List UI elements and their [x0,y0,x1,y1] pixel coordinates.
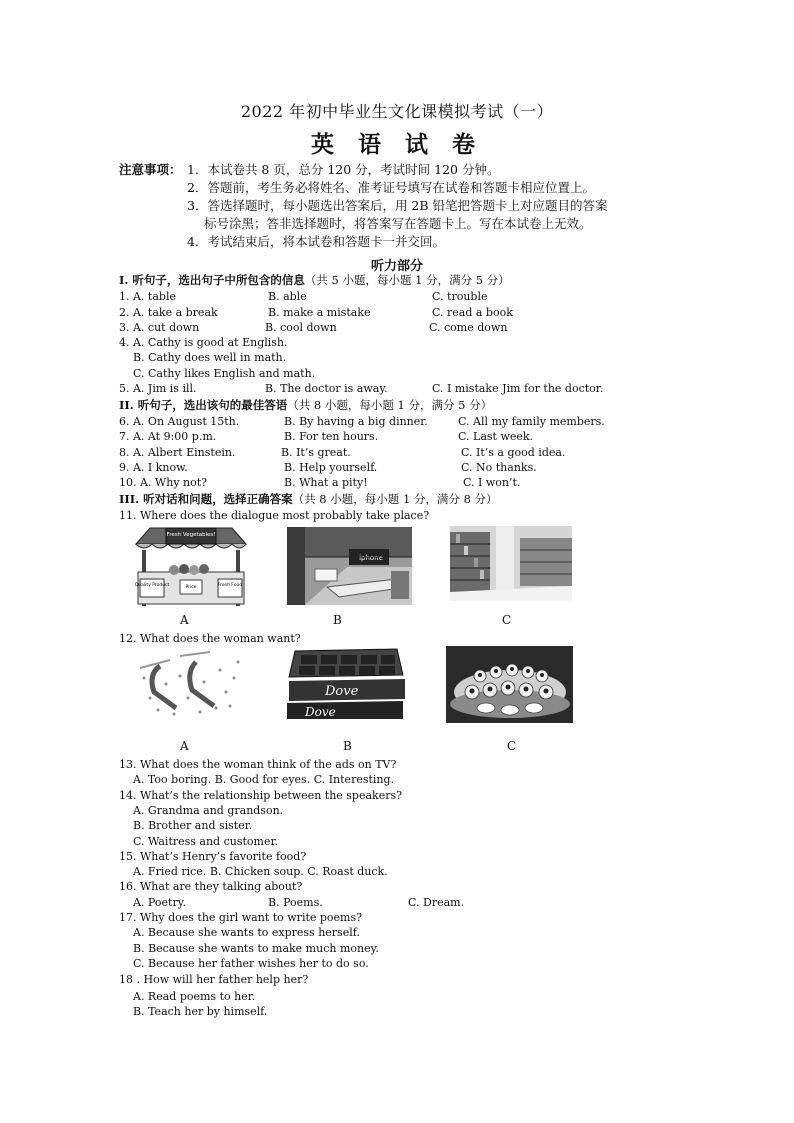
section-1-heading-rest: （共 5 小题，每小题 1 分，满分 5 分） [304,273,510,287]
section-1-heading [119,273,510,287]
q13-options: A. Too boring. B. Good for eyes. C. Interesting. [133,773,395,786]
q2-option-c: C. read a book [432,306,513,319]
exam-subtitle: 2022 年初中毕业生文化课模拟考试（一） [240,102,554,121]
section-2-heading [119,398,492,412]
fresh-vegetables-sign: Fresh Vegetables! [166,532,216,538]
q7-option-b: B. For ten hours. [284,430,379,443]
q17-option-c: C. Because her father wishes her to do so. [133,957,369,970]
q17-question: 17. Why does the girl want to write poems? [119,911,363,924]
q12-image-c-cupcakes [446,646,573,723]
q14-option-b: B. Brother and sister. [133,819,253,832]
q18-option-a: A. Read poems to her. [133,990,256,1003]
q16-question: 16. What are they talking about? [119,880,303,893]
q15-question: 15. What’s Henry’s favorite food? [119,850,307,863]
dove-logo-2: Dove [305,705,336,719]
price-sign: Price [185,585,197,590]
notice-item-3a: 3．答选择题时，每小题选出答案后，用 2B 铅笔把答题卡上对应题目的答案 [187,198,608,213]
q17-option-a: A. Because she wants to express herself. [133,926,360,939]
listening-part-title: 听力部分 [370,259,423,274]
notice-item-2: 2．答题前，考生务必将姓名、准考证号填写在试卷和答题卡相应位置上。 [187,180,595,195]
section-1-heading-bold: I. 听句子，选出句子中所包含的信息 [119,273,305,287]
q1-option-c: C. trouble [432,290,488,303]
notice-item-3b: 标号涂黑；答非选择题时，将答案写在答题卡上。写在本试卷上无效。 [204,216,592,231]
q14-option-a: A. Grandma and grandson. [133,804,284,817]
q9-option-b: B. Help yourself. [284,461,378,474]
section-3-heading [119,492,498,506]
q10-option-b: B. What a pity! [284,476,368,489]
q18-question: 18 . How will her father help her? [119,973,309,986]
quality-product-sign: Quality Product [134,583,170,588]
q14-option-c: C. Waitress and customer. [133,835,279,848]
q4-option-b: B. Cathy does well in math. [133,351,287,364]
q12-image-a-dotted-item [130,648,245,720]
q6-option-c: C. All my family members. [458,415,605,428]
q7-option-a: 7. A. At 9:00 p.m. [119,430,217,443]
section-3-heading-rest: （共 8 小题，每小题 1 分，满分 8 分） [292,492,498,506]
q16-option-a: A. Poetry. [133,896,186,909]
q11-label-a: A [180,613,189,627]
q3-option-b: B. cool down [265,321,337,334]
q12-label-a: A [180,739,189,753]
q8-option-c: C. It’s a good idea. [461,446,566,459]
q4-option-c: C. Cathy likes English and math. [133,367,316,380]
q14-question: 14. What’s the relationship between the speakers? [119,789,403,802]
section-3-heading-bold: III. 听对话和问题，选择正确答案 [119,492,293,506]
exam-title: 英 语 试 卷 [310,131,484,158]
notice-item-4: 4．考试结束后，将本试卷和答题卡一并交回。 [187,234,445,249]
q5-option-b: B. The doctor is away. [265,382,388,395]
q3-option-a: 3. A. cut down [119,321,200,334]
q11-image-a-market-stall [130,524,252,608]
q1-option-a: 1. A. table [119,290,176,303]
q9-option-a: 9. A. I know. [119,461,188,474]
dove-logo-1: Dove [325,684,359,699]
iphone-sign: iphone [359,554,383,562]
q16-option-c: C. Dream. [408,896,465,909]
q7-option-c: C. Last week. [458,430,534,443]
q12-question: 12. What does the woman want? [119,632,301,645]
q12-label-c: C [507,739,517,753]
q11-label-b: B [333,613,342,627]
q5-option-a: 5. A. Jim is ill. [119,382,197,395]
notice-label: 注意事项： [119,162,182,177]
q6-option-b: B. By having a big dinner. [284,415,428,428]
notice-item-1: 1．本试卷共 8 页，总分 120 分，考试时间 120 分钟。 [187,162,500,177]
fresh-food-sign: Fresh Food [217,583,243,588]
q17-option-b: B. Because she wants to make much money. [133,942,379,955]
q13-question: 13. What does the woman think of the ads on TV? [119,758,397,771]
q10-option-c: C. I won’t. [463,476,521,489]
q3-option-c: C. come down [429,321,508,334]
q12-image-b-chocolate [285,647,407,721]
q12-label-b: B [343,739,352,753]
q11-image-c-bookstore [450,526,572,601]
q5-option-c: C. I mistake Jim for the doctor. [432,382,604,395]
q1-option-b: B. able [268,290,307,303]
q16-option-b: B. Poems. [268,896,323,909]
q2-option-a: 2. A. take a break [119,306,218,319]
section-2-heading-bold: II. 听句子，选出该句的最佳答语 [119,398,288,412]
q15-options: A. Fried rice. B. Chicken soup. C. Roast duck. [133,865,388,878]
q10-option-a: 10. A. Why not? [119,476,208,489]
q8-option-b: B. It’s great. [281,446,351,459]
q9-option-c: C. No thanks. [461,461,537,474]
section-2-heading-rest: （共 8 小题，每小题 1 分，满分 5 分） [287,398,493,412]
q18-option-b: B. Teach her by himself. [133,1005,268,1018]
q2-option-b: B. make a mistake [268,306,371,319]
q11-image-b-phone-store [287,527,412,605]
q4-option-a: 4. A. Cathy is good at English. [119,336,288,349]
q11-question: 11. Where does the dialogue most probably take place? [119,509,430,522]
q8-option-a: 8. A. Albert Einstein. [119,446,236,459]
q11-label-c: C [502,613,512,627]
q6-option-a: 6. A. On August 15th. [119,415,240,428]
